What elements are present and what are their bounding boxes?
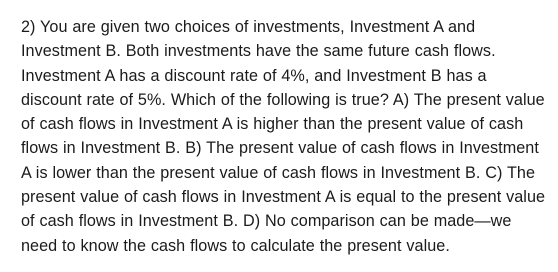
question-text: 2) You are given two choices of investments, Investment A and Investment B. Both investments have the same future cash flows. Investment A has a discount rate of 4%, and Investment B has a discount rate of 5%. Which of the following is true? A) The present value of cash flows in Investment A is higher than the present value of cash flows in Investment B. B) The present value of cash flows in Investment A is lower than the present value of cash flows in Investment B. C) The present value of cash flows in Investment A is equal to the present value of cash flows in Investment B. D) No comparison can be made—we need to know the cash flows to calculate the present value. xyxy=(21,18,546,255)
